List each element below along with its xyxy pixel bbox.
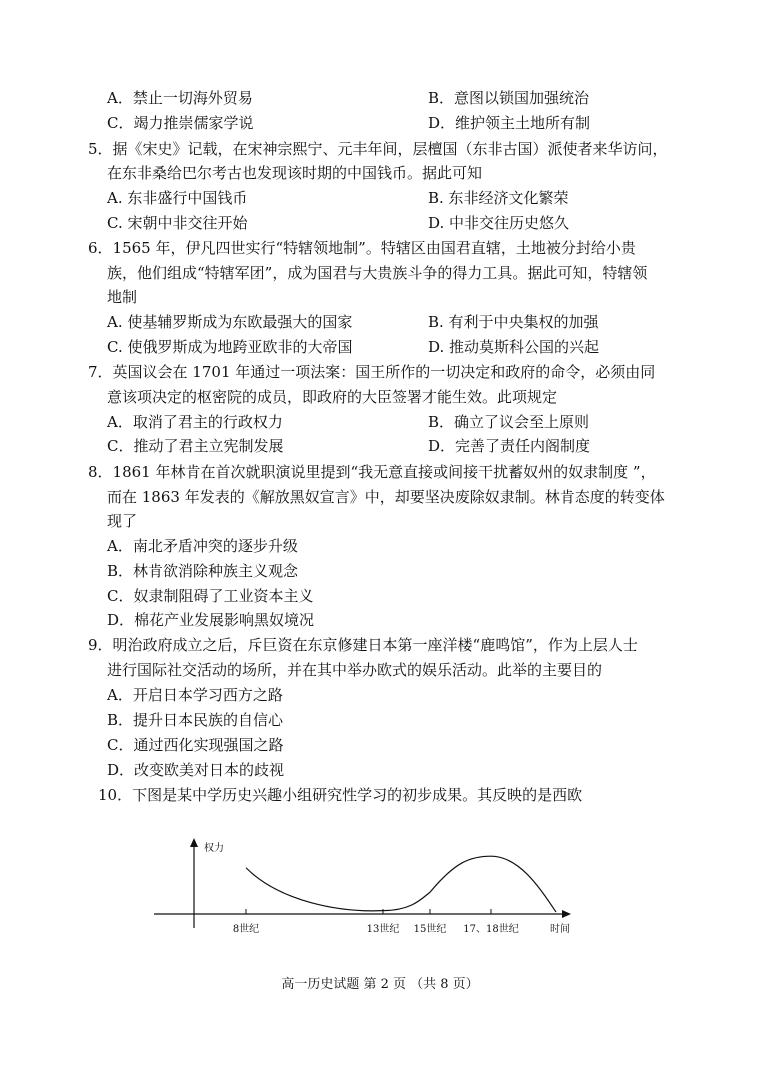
q8-stem-line: 现了 (107, 512, 138, 530)
q9-stem-line: 9．明治政府成立之后，斥巨资在东京修建日本第一座洋楼“鹿鸣馆”，作为上层人士 (88, 636, 638, 654)
q6-option-b: B. 有利于中央集权的加强 (428, 313, 599, 331)
q7-stem-line: 意该项决定的枢密院的成员，即政府的大臣签署才能生效。此项规定 (107, 388, 558, 406)
q6-option-d: D. 推动莫斯科公国的兴起 (428, 338, 600, 356)
q9-option-d: D．改变欧美对日本的歧视 (107, 761, 285, 779)
q6-option-c: C. 使俄罗斯成为地跨亚欧非的大帝国 (107, 338, 353, 356)
x-tick-label: 15世纪 (413, 924, 447, 935)
q9-stem-line: 进行国际社交活动的场所，并在其中举办欧式的娱乐活动。此举的主要目的 (107, 661, 603, 679)
q10-stem: 10．下图是某中学历史兴趣小组研究性学习的初步成果。其反映的是西欧 (98, 786, 583, 804)
q4-option-b: B．意图以锁国加强统治 (428, 89, 590, 107)
x-axis-arrow-icon (562, 910, 571, 918)
q9-option-a: A．开启日本学习西方之路 (107, 686, 283, 704)
q7-option-c: C．推动了君主立宪制发展 (107, 437, 284, 455)
x-tick-label: 13世纪 (366, 924, 400, 935)
x-tick-label: 8世纪 (232, 924, 260, 935)
q6-stem-line: 地制 (107, 288, 138, 306)
q8-stem-line: 8．1861 年林肯在首次就职演说里提到“我无意直接或间接干扰蓄奴州的奴隶制度 ”， (88, 463, 656, 481)
q7-option-a: A．取消了君主的行政权力 (107, 413, 283, 431)
q7-option-d: D．完善了责任内阁制度 (428, 437, 591, 455)
q8-option-d: D．棉花产业发展影响黑奴境况 (107, 611, 315, 629)
power-curve (246, 856, 556, 912)
q9-option-b: B．提升日本民族的自信心 (107, 711, 284, 729)
q6-stem-line: 族，他们组成“特辖军团”，成为国君与大贵族斗争的得力工具。据此可知，特辖领 (107, 264, 648, 282)
q8-stem-line: 而在 1863 年发表的《解放黑奴宣言》中，却要坚决废除奴隶制。林肯态度的转变体 (107, 488, 665, 506)
y-axis-label: 权力 (204, 843, 224, 854)
q8-option-b: B．林肯欲消除种族主义观念 (107, 562, 299, 580)
q7-stem-line: 7．英国议会在 1701 年通过一项法案：国王所作的一切决定和政府的命令，必须由同 (88, 363, 656, 381)
q5-option-d: D. 中非交往历史悠久 (428, 214, 570, 232)
q5-option-c: C. 宋朝中非交往开始 (107, 214, 248, 232)
q9-option-c: C．通过西化实现强国之路 (107, 736, 284, 754)
q4-option-a: A．禁止一切海外贸易 (107, 89, 253, 107)
y-axis-arrow-icon (190, 838, 198, 847)
q7-option-b: B．确立了议会至上原则 (428, 413, 590, 431)
q4-option-d: D．维护领主土地所有制 (428, 114, 591, 132)
page-footer: 高一历史试题 第 2 页 （共 8 页） (281, 977, 479, 992)
q5-stem-line: 在东非桑给巴尔考古也发现该时期的中国钱币。据此可知 (107, 164, 483, 182)
x-tick-label: 17、18世纪 (463, 924, 519, 935)
q6-option-a: A. 使基辅罗斯成为东欧最强大的国家 (107, 313, 353, 331)
q5-option-a: A. 东非盛行中国钱币 (107, 189, 248, 207)
x-axis-label: 时间 (550, 924, 570, 935)
q8-option-a: A．南北矛盾冲突的逐步升级 (107, 537, 298, 555)
q5-stem-line: 5．据《宋史》记载，在宋神宗熙宁、元丰年间，层檀国（东非古国）派使者来华访问， (88, 140, 668, 158)
power-time-chart (150, 838, 590, 938)
q6-stem-line: 6．1565 年，伊凡四世实行“特辖领地制”。特辖区由国君直辖，土地被分封给小贵 (88, 239, 636, 257)
q8-option-c: C．奴隶制阻碍了工业资本主义 (107, 587, 314, 605)
q4-option-c: C．竭力推崇儒家学说 (107, 114, 254, 132)
q5-option-b: B. 东非经济文化繁荣 (428, 189, 569, 207)
